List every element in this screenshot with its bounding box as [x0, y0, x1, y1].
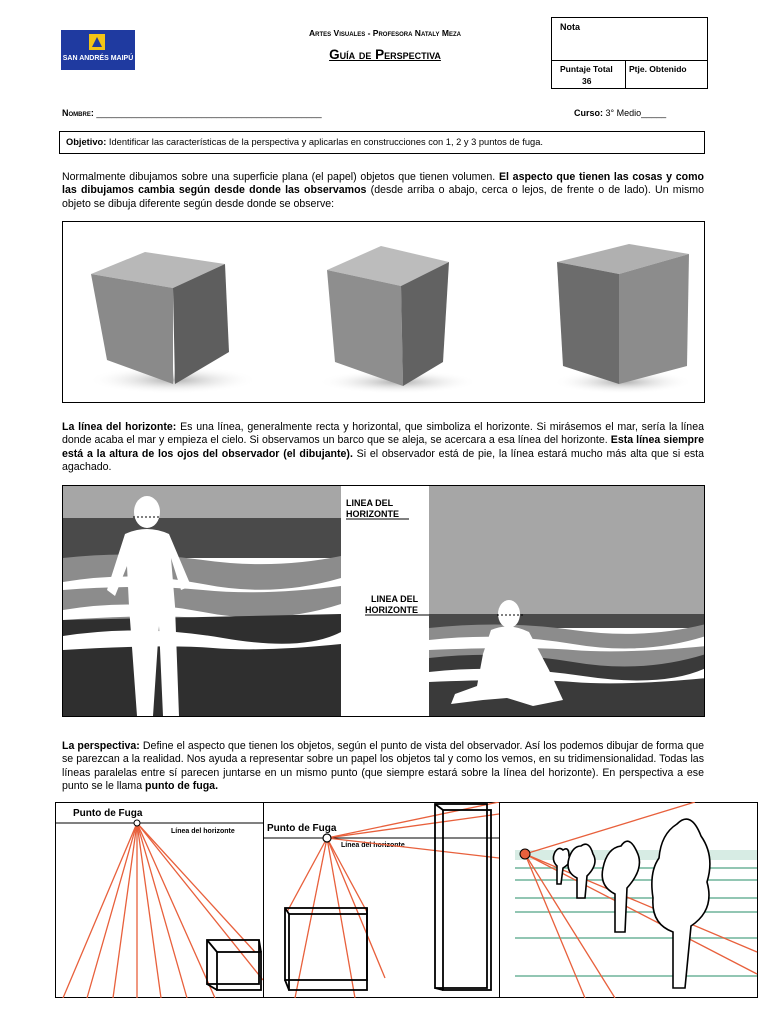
curso-row: [574, 108, 666, 118]
cube-1: [88, 252, 258, 394]
perspective-text-a: Define el aspecto que tienen los objetos, según el punto de vista del observador. Así los podemos dibujar de forma que se parezcan a la realidad. Nos ayuda a representar sobre un papel los objetos tal y como los vemos, en su tridimensionalidad. Todas las líneas paralelas entre sí parecen juntarse en un mismo punto (que siempre estará sobre la línea del horizonte). En perspectiva a ese punto se le llama: [62, 740, 704, 793]
horizon-label-2a: LINEA DEL: [371, 594, 419, 604]
page-title: Guía de Perspectiva: [329, 47, 441, 62]
perspective-diagrams: [55, 802, 758, 998]
objective-box: [59, 131, 705, 154]
cube-3: [553, 244, 693, 394]
diagram2-horizon: Línea del horizonte: [341, 842, 405, 849]
nombre-field[interactable]: _____________________________________________: [96, 108, 322, 118]
curso-label: Curso:: [574, 108, 603, 118]
intro-bold: El aspecto que tienen las cosas y como las dibujamos cambia según desde donde las observamos: [62, 171, 705, 197]
horizon-label-2b: HORIZONTE: [365, 605, 418, 615]
intro-text-a: Normalmente dibujamos sobre una superficie plana (el papel) objetos que tienen volumen.: [62, 171, 499, 183]
perspective-paragraph: [62, 740, 704, 794]
cube-2: [318, 246, 478, 394]
horizon-image: [62, 485, 705, 717]
nombre-row: [62, 108, 322, 118]
logo-text: SAN ANDRÉS MAIPÚ: [62, 55, 134, 62]
intro-paragraph: [62, 171, 704, 211]
intro-text-b: (desde arriba o abajo, cerca o lejos, de frente o de lado). Un mismo objeto se dibuja diferente según desde donde se observe:: [62, 184, 705, 210]
diagram-trees: [500, 802, 758, 998]
objective-label: Objetivo:: [66, 137, 107, 147]
horizon-text-a: Es una línea, generalmente recta y horizontal, que simboliza el horizonte. Si mirásemos el mar, sería la línea donde acaba el mar y empieza el cielo. Si observamos un barco que se aleja, se acercara a esa línea del horizonte.: [62, 421, 704, 447]
horizon-text-b: Si el observador está de pie, la línea estará mucho más alta que si esta agachado.: [62, 447, 704, 474]
objective-text: Identificar las características de la perspectiva y aplicarlas en construcciones con 1, 2 y 3 puntos de fuga.: [108, 137, 543, 147]
horizon-label-1a: LINEA DEL: [346, 498, 394, 508]
grade-box: [551, 17, 708, 89]
curso-field[interactable]: 3° Medio_____: [605, 108, 667, 118]
perspective-label: La perspectiva:: [62, 740, 140, 752]
nombre-label: Nombre:: [62, 108, 94, 118]
horizon-paragraph: [62, 421, 704, 475]
diagram-two-point: [263, 802, 500, 998]
nota-label: Nota: [560, 22, 580, 32]
diagram1-title: Punto de Fuga: [73, 808, 143, 819]
diagram-one-point: [55, 803, 264, 999]
horizon-bold: Esta línea siempre está a la altura de los ojos del observador (el dibujante).: [62, 434, 704, 460]
puntaje-total-label: Puntaje Total: [560, 64, 613, 74]
puntaje-obtenido-label: Ptje. Obtenido: [629, 64, 687, 74]
horizon-label-1b: HORIZONTE: [346, 509, 399, 519]
header-subtitle: Artes Visuales - Profesora Nataly Meza: [309, 28, 461, 38]
horizon-label: La línea del horizonte:: [62, 421, 177, 433]
diagram1-horizon: Línea del horizonte: [171, 828, 235, 835]
perspective-bold: punto de fuga.: [145, 780, 219, 793]
cubes-image: [62, 221, 705, 403]
school-logo: [61, 30, 135, 70]
puntaje-total-value: 36: [582, 76, 592, 86]
diagram2-title: Punto de Fuga: [267, 823, 337, 834]
